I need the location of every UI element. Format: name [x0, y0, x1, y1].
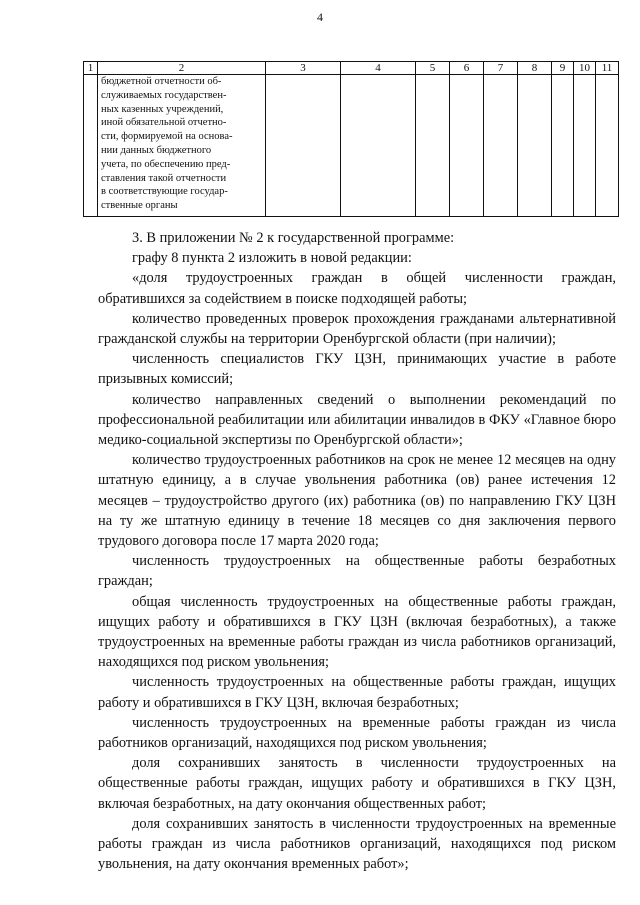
table-cell	[84, 75, 98, 217]
table-cell	[552, 75, 574, 217]
column-header: 10	[574, 62, 596, 75]
cell-line: учета, по обеспечению пред-	[101, 158, 231, 170]
cell-line: ставления такой отчетности	[101, 172, 227, 184]
table-cell	[574, 75, 596, 217]
paragraph: количество направленных сведений о выполнении рекомендаций по профессиональной реабилитации или абилитации инвалидов в ФКУ «Главное бюро медико-социальной экспертизы по Оренбургской области»;	[98, 391, 616, 449]
column-header: 1	[84, 62, 98, 75]
table-header-row	[84, 62, 619, 75]
table-cell	[596, 75, 619, 217]
column-header: 2	[98, 62, 266, 75]
paragraph: общая численность трудоустроенных на общественные работы граждан, ищущих работу и обратившихся в ГКУ ЦЗН (включая безработных), а также трудоустроенных на временные работы граждан из числа работников организаций, находящихся под риском увольнения;	[98, 593, 616, 671]
table-cell	[416, 75, 450, 217]
paragraph: численность трудоустроенных на общественные работы безработных граждан;	[98, 553, 616, 590]
table-row	[84, 75, 619, 217]
cell-line: бюджетной отчетности об-	[101, 76, 222, 87]
cell-line: ных казенных учреждений,	[101, 103, 224, 115]
paragraph: численность специалистов ГКУ ЦЗН, принимающих участие в работе призывных комиссий;	[98, 351, 616, 388]
cell-line: иной обязательной отчетно-	[101, 117, 227, 129]
column-header: 5	[416, 62, 450, 75]
page-number: 4	[317, 10, 323, 24]
cell-line: служиваемых государствен-	[101, 89, 227, 101]
column-header: 8	[518, 62, 552, 75]
continuation-table	[83, 61, 619, 217]
table-cell	[518, 75, 552, 217]
paragraph: графу 8 пункта 2 изложить в новой редакции:	[132, 250, 412, 267]
table-cell	[450, 75, 484, 217]
paragraph: количество трудоустроенных работников на срок не менее 12 месяцев на одну штатную единицу, а в случае увольнения работника (ов) ранее истечения 12 месяцев – трудоустройство другого (их) работника (ов) по направлению ГКУ ЦЗН на ту же штатную единицу в течение 18 месяцев со дня заключения первого трудового договора после 17 марта 2020 года;	[98, 452, 616, 550]
table-cell	[266, 75, 341, 217]
paragraph: доля сохранивших занятость в численности трудоустроенных на общественные работы граждан, ищущих работу и обратившихся в ГКУ ЦЗН, включая безработных, на дату окончания общественных работ;	[98, 755, 616, 812]
column-header: 4	[341, 62, 416, 75]
cell-line: нии данных бюджетного	[101, 144, 212, 156]
document-body	[98, 228, 616, 875]
column-header: 11	[596, 62, 619, 75]
column-header: 9	[552, 62, 574, 75]
table-cell-description	[98, 75, 266, 217]
paragraph: численность трудоустроенных на временные работы граждан из числа работников организаций, находящихся под риском увольнения;	[98, 714, 616, 752]
paragraph: «доля трудоустроенных граждан в общей численности граждан, обратившихся за содействием в поиске подходящей работы;	[98, 270, 616, 307]
table-cell	[341, 75, 416, 217]
column-header: 7	[484, 62, 518, 75]
cell-line: сти, формируемой на основа-	[101, 131, 233, 143]
cell-line: в соответствующие государ-	[101, 186, 228, 198]
column-header: 3	[266, 62, 341, 75]
table-cell	[484, 75, 518, 217]
column-header: 6	[450, 62, 484, 75]
section-heading: 3. В приложении № 2 к государственной программе:	[132, 230, 455, 246]
paragraph: численность трудоустроенных на общественные работы граждан, ищущих работу и обратившихся в ГКУ ЦЗН, включая безработных;	[98, 674, 616, 711]
cell-line: ственные органы	[101, 200, 178, 212]
paragraph: доля сохранивших занятость в численности трудоустроенных на временные работы граждан из числа работников организаций, находящихся под риском увольнения, на дату окончания временных работ»;	[98, 815, 616, 873]
paragraph: количество проведенных проверок прохождения гражданами альтернативной гражданской службы на территории Оренбургской области (при наличии);	[98, 310, 616, 348]
